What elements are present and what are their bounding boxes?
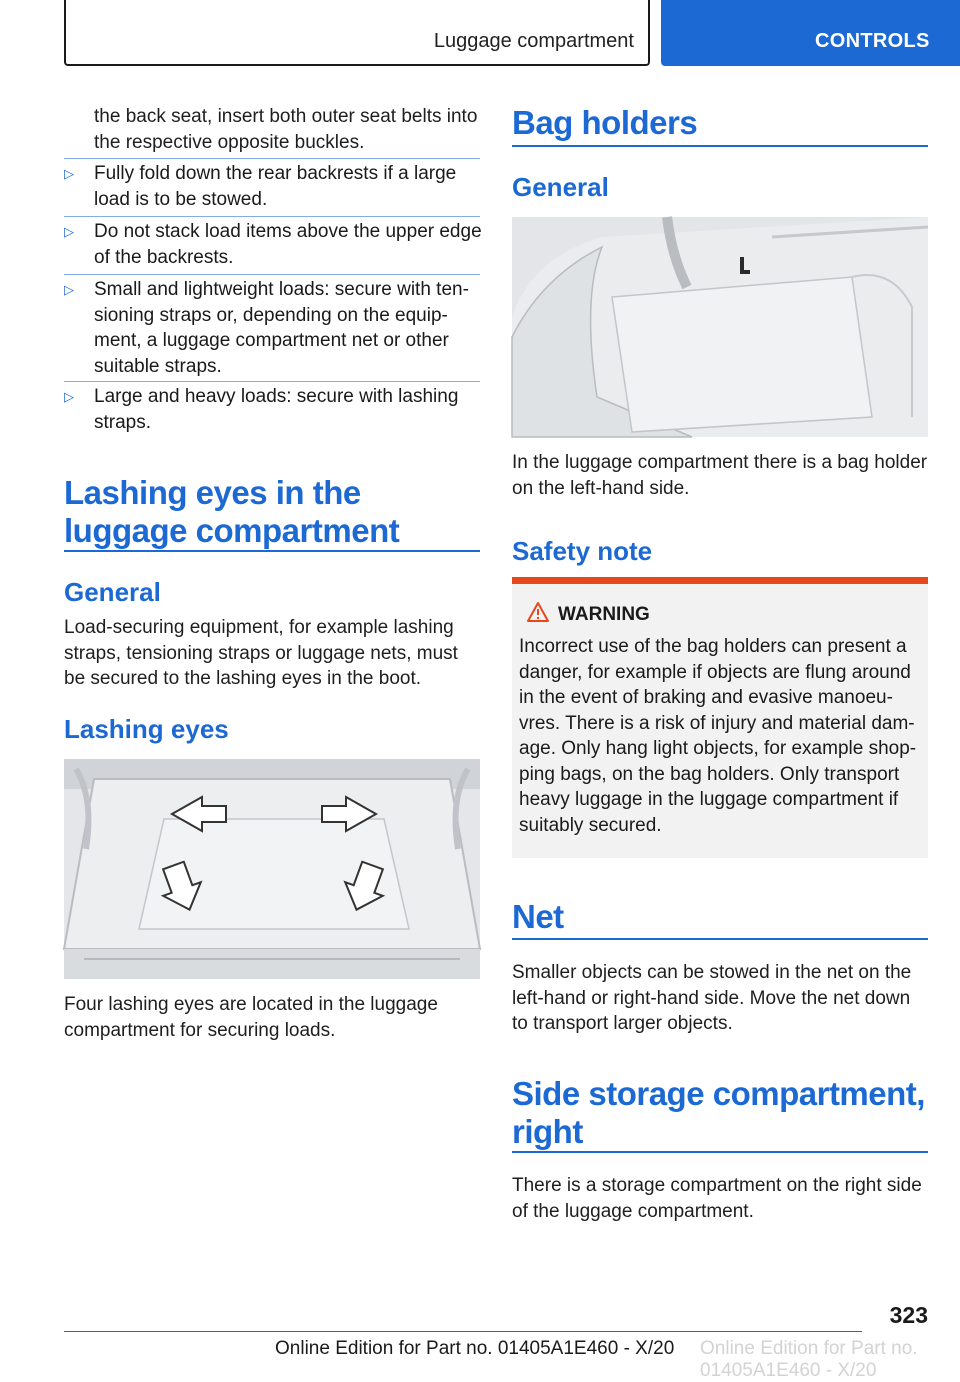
warning-text: Incorrect use of the bag holders can present a danger, for example if objects are flung around in the event of braking and evasive manoeu‐vres. There is a risk of injury and material dam‐age. Only hang light objects, for example shop‐ping bags, on the bag holders. Only transport heavy luggage in the luggage compartment if suitably secured.	[519, 636, 917, 836]
bullet-triangle-icon: ▷	[64, 166, 74, 181]
lashing-eyes-subheading: Lashing eyes	[64, 714, 229, 744]
bag-caption: In the luggage compartment there is a bag holder on the left-hand side.	[512, 452, 928, 499]
warning-triangle-icon	[526, 601, 550, 623]
header-chapter-tab	[661, 0, 960, 66]
header-section-tab	[64, 0, 650, 66]
lashing-eyes-illustration	[64, 759, 480, 979]
net-heading: Net	[512, 898, 564, 935]
warning-box	[512, 577, 928, 858]
safety-note-heading: Safety note	[512, 536, 653, 566]
heading-rule	[512, 938, 928, 940]
general-text: Load-securing equipment, for example lashing straps, tensioning straps or luggage nets, must be secured to the lashing eyes in the boot.	[64, 617, 458, 689]
watermark: Online Edition for Part no. 01405A1E460 - X/20	[700, 1338, 960, 1382]
bullet-divider	[64, 158, 480, 159]
heading-rule	[64, 550, 480, 552]
bullet-triangle-icon: ▷	[64, 282, 74, 297]
section-title: Luggage compartment	[433, 30, 634, 52]
footer-edition: Online Edition for Part no. 01405A1E460 - X/20	[275, 1338, 675, 1359]
intro-continuation: the back seat, insert both outer seat belts into the respective opposite buckles.	[94, 106, 478, 153]
bullet-divider	[64, 381, 480, 382]
heading-rule	[512, 145, 928, 147]
general-heading-right: General	[512, 172, 609, 202]
side-storage-text: There is a storage compartment on the right side of the luggage compartment.	[512, 1175, 922, 1222]
lashing-caption: Four lashing eyes are located in the luggage compartment for securing loads.	[64, 994, 438, 1041]
bullet-triangle-icon: ▷	[64, 389, 74, 404]
net-text: Smaller objects can be stowed in the net on the left-hand or right-hand side. Move the net down to transport larger objects.	[512, 962, 912, 1034]
page-number: 323	[889, 1302, 928, 1328]
bullet-divider	[64, 216, 480, 217]
heading-rule	[512, 1151, 928, 1153]
chapter-title: CONTROLS	[815, 30, 930, 52]
side-storage-heading: Side storage compartment, right	[512, 1075, 925, 1150]
bag-holder-illustration	[512, 217, 928, 437]
bag-holders-heading: Bag holders	[512, 104, 698, 141]
general-heading: General	[64, 577, 161, 607]
warning-bar	[512, 577, 928, 584]
lashing-eyes-heading: Lashing eyes in the luggage compartment	[64, 474, 400, 549]
bullet-divider	[64, 274, 480, 275]
bullet-triangle-icon: ▷	[64, 224, 74, 239]
warning-title: WARNING	[558, 604, 650, 625]
footer-rule	[64, 1331, 862, 1332]
